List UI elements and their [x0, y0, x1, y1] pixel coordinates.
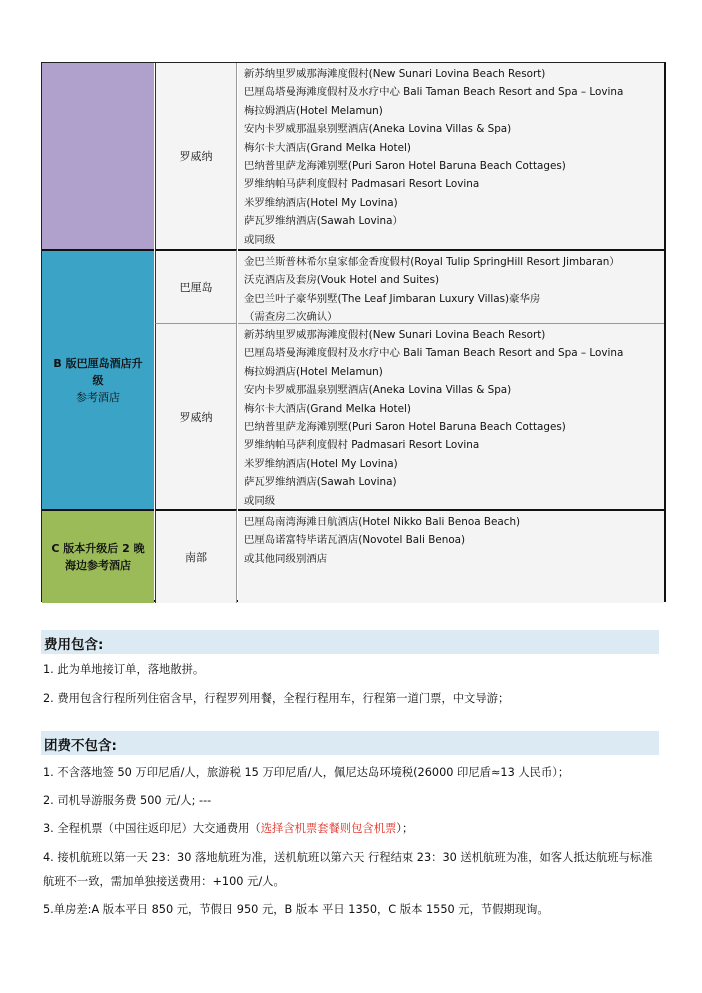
- tier-a-cell: [42, 63, 154, 249]
- included-heading: 费用包含:: [41, 630, 659, 654]
- hotel-item: 巴厘岛诺富特毕诺瓦酒店(Novotel Bali Benoa): [244, 534, 466, 547]
- hotel-item: 新苏纳里罗威那海滩度假村(New Sunari Lovina Beach Resort): [244, 68, 546, 80]
- hotel-item: 巴纳普里萨龙海滩别墅(Puri Saron Hotel Baruna Beach Cottages): [244, 421, 566, 434]
- hotel-item: 或同级: [244, 494, 276, 507]
- excluded-item: 1. 不含落地签 50 万印尼盾/人，旅游税 15 万印尼盾/人，佩尼达岛环境税(26000 印尼盾≈13 人民币）；: [43, 766, 570, 779]
- hotel-item: 或同级: [244, 233, 276, 246]
- excluded-item-highlight: 选择含机票套餐则包含机票: [260, 822, 397, 835]
- hotel-list: [238, 249, 664, 323]
- excluded-item: [43, 817, 663, 841]
- hotel-item: 巴纳普里萨龙海滩别墅(Puri Saron Hotel Baruna Beach Cottages): [244, 160, 566, 173]
- tier-b-subtitle: 参考酒店: [76, 390, 120, 404]
- tier-c-cell: [42, 509, 154, 603]
- hotel-item: 沃克酒店及套房(Vouk Hotel and Suites): [244, 274, 440, 287]
- hotel-item: 萨瓦罗维纳酒店(Sawah Lovina): [244, 476, 397, 489]
- hotel-item: 巴厘岛塔曼海滩度假村及水疗中心 Bali Taman Beach Resort and Spa – Lovina: [244, 347, 624, 360]
- hotel-item: 罗维纳帕马萨利度假村 Padmasari Resort Lovina: [244, 178, 480, 191]
- hotel-reference-table: [41, 62, 666, 602]
- region-cell: 巴厘岛: [155, 249, 237, 323]
- excluded-item: 4. 接机航班以第一天 23：30 落地航班为准，送机航班以第六天 行程结束 23：30 送机航班为准，如客人抵达航班与标准航班不一致，需加单独接送费用：+100 元/人。: [43, 851, 653, 888]
- hotel-item: 安内卡罗威那温泉别墅酒店(Aneka Lovina Villas & Spa): [244, 123, 512, 136]
- hotel-item: 巴厘岛南湾海滩日航酒店(Hotel Nikko Bali Benoa Beach): [244, 516, 521, 528]
- excluded-item: 2. 司机导游服务费 500 元/人; ---: [43, 794, 212, 807]
- region-cell: 罗威纳: [155, 63, 237, 249]
- hotel-item: 米罗维纳酒店(Hotel My Lovina): [244, 457, 398, 470]
- tier-c-title: C 版本升级后 2 晚海边参考酒店: [51, 542, 145, 572]
- hotel-item: （需查房二次确认）: [244, 311, 338, 324]
- hotel-item: 梅尔卡大酒店(Grand Melka Hotel): [244, 402, 411, 415]
- hotel-item: 梅拉姆酒店(Hotel Melamun): [244, 365, 383, 378]
- included-item: 1. 此为单地接订单，落地散拼。: [43, 663, 205, 676]
- hotel-item: 或其他同级别酒店: [244, 552, 328, 565]
- excluded-item: 5.单房差:A 版本平日 850 元，节假日 950 元，B 版本 平日 1350，C 版本 1550 元，节假期现询。: [43, 903, 549, 916]
- hotel-item: 梅尔卡大酒店(Grand Melka Hotel): [244, 141, 411, 154]
- hotel-list: [238, 63, 664, 249]
- excluded-heading: 团费不包含:: [41, 731, 659, 755]
- excluded-item-text: 3. 全程机票（中国往返印尼）大交通费用（: [43, 822, 261, 835]
- hotel-item: 梅拉姆酒店(Hotel Melamun): [244, 104, 383, 117]
- hotel-list: [238, 509, 664, 603]
- hotel-item: 萨瓦罗维纳酒店(Sawah Lovina）: [244, 215, 403, 228]
- hotel-item: 巴厘岛塔曼海滩度假村及水疗中心 Bali Taman Beach Resort and Spa – Lovina: [244, 86, 624, 99]
- excluded-item-text: ）；: [396, 822, 414, 835]
- hotel-item: 金巴兰叶子豪华别墅(The Leaf Jimbaran Luxury Villas)豪华房: [244, 292, 541, 305]
- tier-b-cell: [42, 249, 154, 509]
- region-cell: 罗威纳: [155, 323, 237, 509]
- hotel-item: 安内卡罗威那温泉别墅酒店(Aneka Lovina Villas & Spa): [244, 384, 512, 397]
- hotel-item: 新苏纳里罗威那海滩度假村(New Sunari Lovina Beach Resort): [244, 329, 546, 341]
- region-cell: 南部: [155, 509, 237, 603]
- hotel-item: 米罗维纳酒店(Hotel My Lovina): [244, 196, 398, 209]
- hotel-item: 金巴兰斯普林希尔皇家郁金香度假村(Royal Tulip SpringHill Resort Jimbaran）: [244, 256, 620, 268]
- tier-b-title: B 版巴厘岛酒店升级: [53, 356, 143, 387]
- hotel-list: [238, 323, 664, 509]
- hotel-item: 罗维纳帕马萨利度假村 Padmasari Resort Lovina: [244, 439, 480, 452]
- included-item: 2. 费用包含行程所列住宿含早，行程罗列用餐，全程行程用车，行程第一道门票，中文导游；: [43, 692, 510, 705]
